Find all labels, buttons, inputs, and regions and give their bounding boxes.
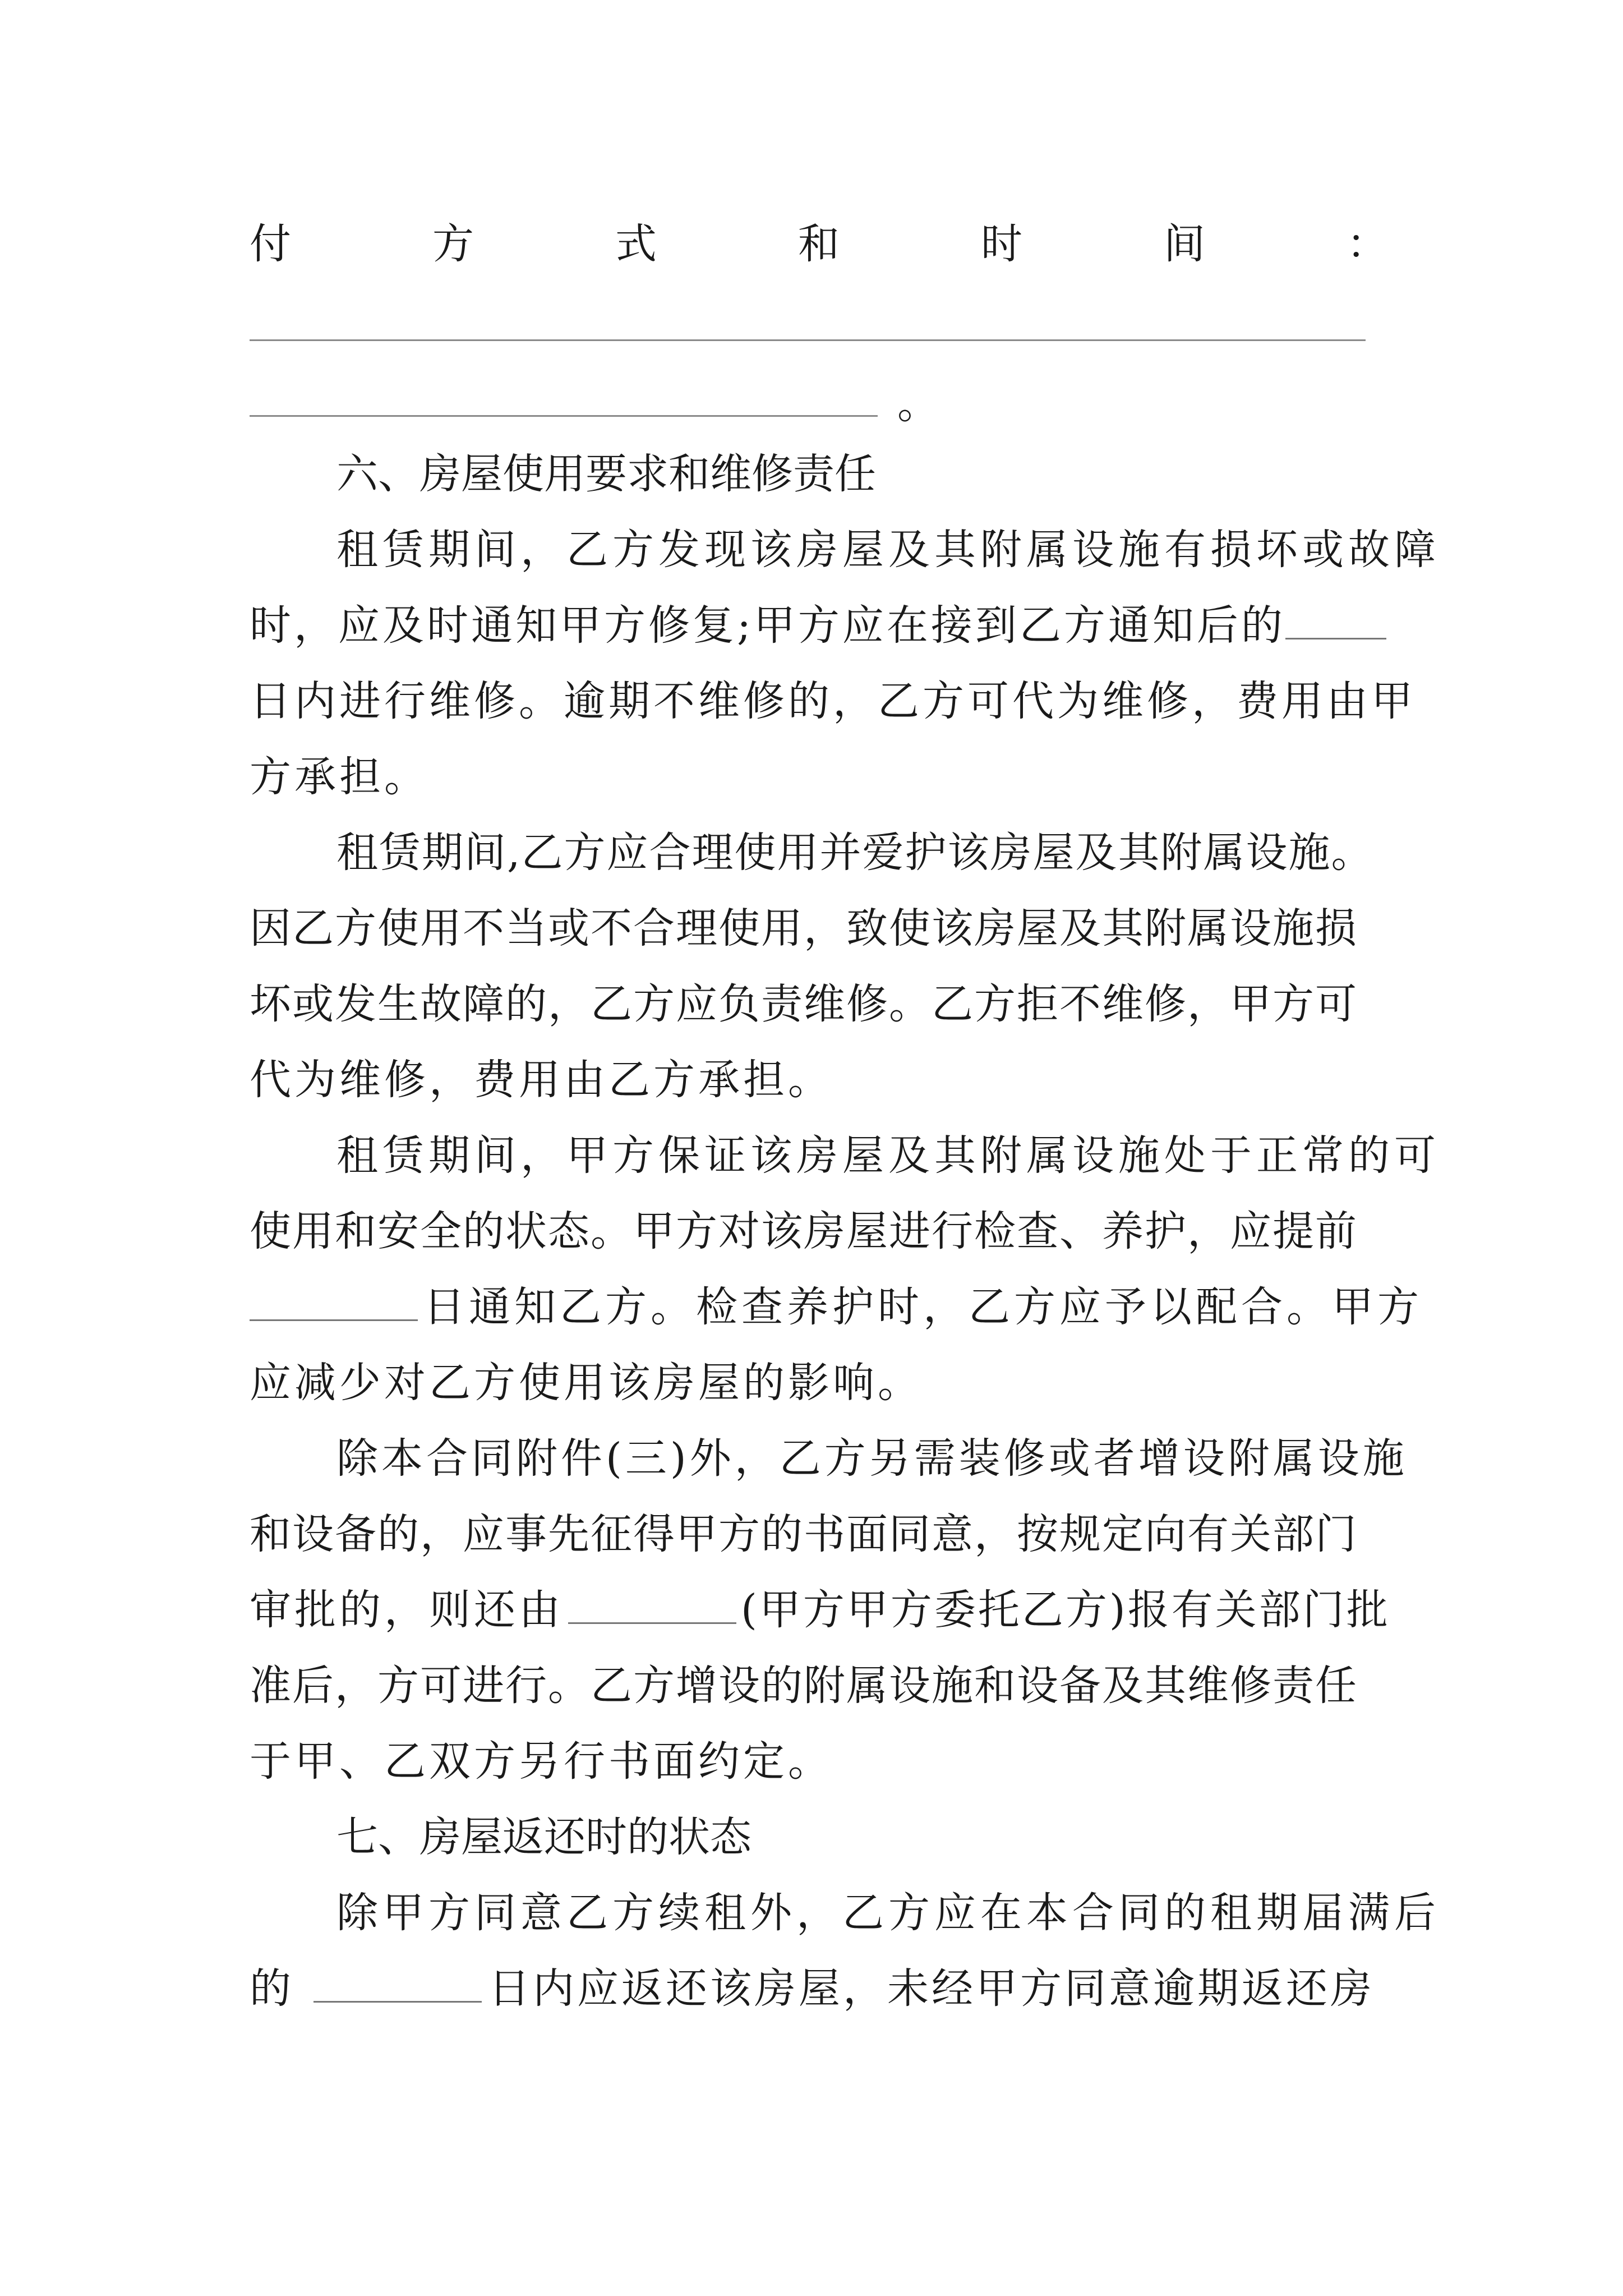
period-mark: 。 bbox=[897, 380, 939, 428]
paragraph-line bbox=[250, 595, 1388, 656]
fill-in-blank-rule bbox=[250, 339, 1366, 341]
paragraph-line: 和设备的，应事先征得甲方的书面同意，按规定向有关部门 bbox=[250, 1510, 1358, 1558]
payment-method-line bbox=[250, 213, 1388, 275]
section-heading: 六、房屋使用要求和维修责任 bbox=[336, 450, 876, 498]
char: 和 bbox=[798, 220, 840, 268]
paragraph-line bbox=[250, 1958, 1388, 2019]
line-text: 的 bbox=[250, 1964, 291, 2013]
paragraph-line: 代为维修，费用由乙方承担。 bbox=[250, 1056, 833, 1104]
fill-in-blank-rule bbox=[250, 415, 878, 417]
line-text: 审批的，则还由 bbox=[250, 1586, 564, 1634]
paragraph-line bbox=[250, 1276, 1423, 1338]
paragraph-line: 方承担。 bbox=[250, 753, 429, 801]
paragraph-line: 准后，方可进行。乙方增设的附属设施和设备及其维修责任 bbox=[250, 1662, 1358, 1710]
paragraph-line: 坏或发生故障的，乙方应负责维修。乙方拒不维修，甲方可 bbox=[250, 980, 1358, 1028]
section-heading: 七、房屋返还时的状态 bbox=[336, 1813, 751, 1861]
char: 时 bbox=[981, 220, 1022, 268]
line-text: (甲方甲方委托乙方)报有关部门批 bbox=[741, 1586, 1390, 1634]
paragraph-line: 应减少对乙方使用该房屋的影响。 bbox=[250, 1359, 923, 1407]
char: 付 bbox=[250, 220, 291, 268]
paragraph-line: 除甲方同意乙方续租外，乙方应在本合同的租期届满后 bbox=[336, 1889, 1440, 1937]
char: 方 bbox=[432, 220, 474, 268]
line-text: 日通知乙方。检查养护时，乙方应予以配合。甲方 bbox=[423, 1283, 1423, 1331]
paragraph-line bbox=[336, 519, 1440, 581]
char: ： bbox=[1347, 220, 1388, 268]
line-text: 租赁期间，乙方发现该房屋及其附属设施有损坏或故障 bbox=[336, 526, 1440, 574]
char: 间 bbox=[1164, 220, 1205, 268]
paragraph-line bbox=[250, 1579, 1388, 1641]
paragraph-line: 日内进行维修。逾期不维修的，乙方可代为维修，费用由甲 bbox=[250, 677, 1416, 725]
fill-in-blank bbox=[250, 1280, 418, 1321]
line-text: 日内应返还该房屋，未经甲方同意逾期返还房 bbox=[488, 1964, 1375, 2013]
char: 式 bbox=[615, 220, 657, 268]
paragraph-line: 于甲、乙双方另行书面约定。 bbox=[250, 1737, 833, 1786]
paragraph-line: 使用和安全的状态。甲方对该房屋进行检查、养护，应提前 bbox=[250, 1207, 1358, 1255]
line-text: 时，应及时通知甲方修复;甲方应在接到乙方通知后的 bbox=[250, 601, 1285, 650]
fill-in-blank bbox=[568, 1583, 736, 1624]
fill-in-blank bbox=[1285, 599, 1386, 639]
fill-in-blank bbox=[313, 1962, 482, 2003]
paragraph-line: 除本合同附件(三)外，乙方另需装修或者增设附属设施 bbox=[336, 1434, 1408, 1483]
paragraph-line: 因乙方使用不当或不合理使用，致使该房屋及其附属设施损 bbox=[250, 904, 1358, 953]
paragraph-line: 租赁期间，甲方保证该房屋及其附属设施处于正常的可 bbox=[336, 1131, 1440, 1180]
paragraph-line: 租赁期间,乙方应合理使用并爱护该房屋及其附属设施。 bbox=[336, 829, 1374, 877]
